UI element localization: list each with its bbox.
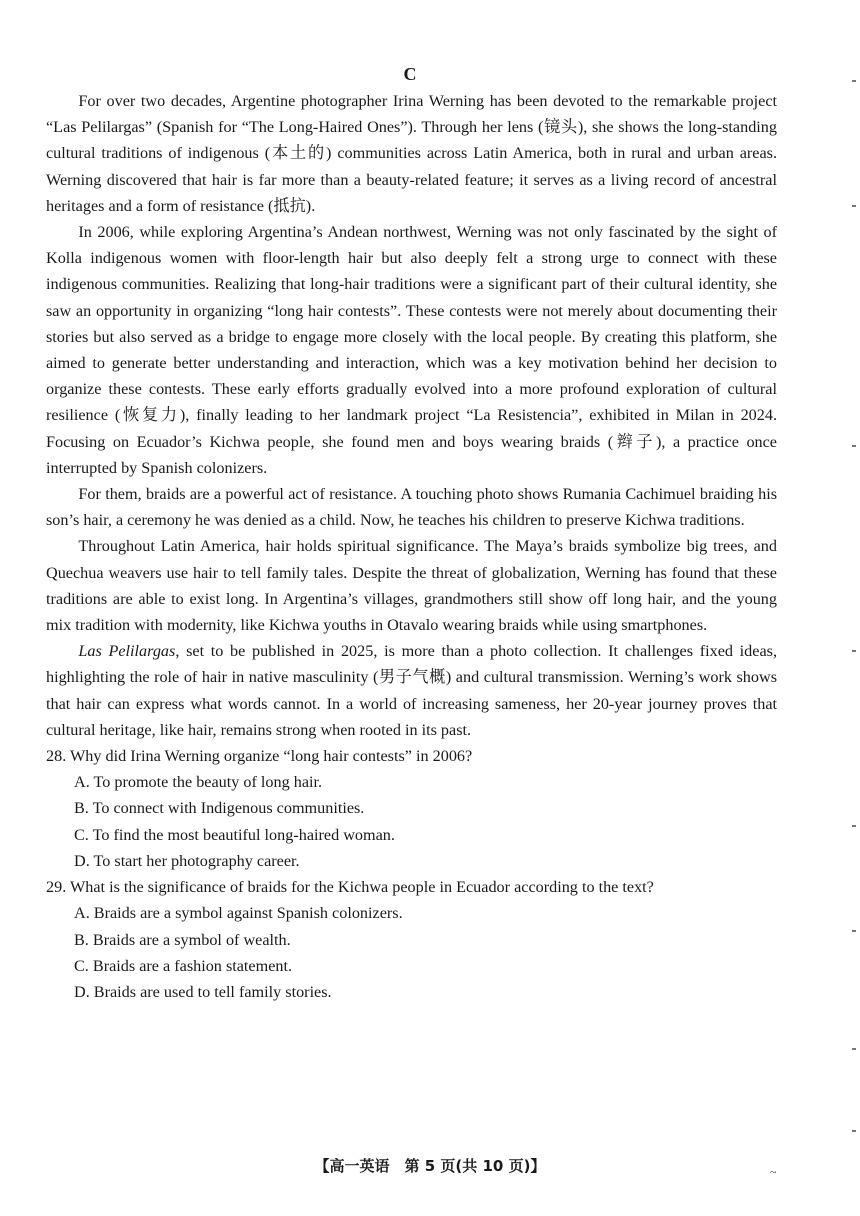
margin-mark: [852, 205, 856, 207]
passage-paragraph-2: In 2006, while exploring Argentina’s Andean northwest, Werning was not only fascinated by the sight of Kolla indigenous women with floor-length hair but also deeply felt a strong urge to connect with these indigenous communities. Realizing that long-hair traditions were a significant part of their cultural identity, she saw an opportunity in organizing “long hair contests”. These contests were not merely about documenting their stories but also served as a bridge to engage more closely with the local people. By creating this platform, she aimed to generate better understanding and interaction, which was a key motivation behind her decision to organize these contests. These early efforts gradually evolved into a more profound exploration of cultural resilience (恢复力), finally leading to her landmark project “La Resistencia”, exhibited in Milan in 2024. Focusing on Ecuador’s Kichwa people, she found men and boys wearing braids (辫子), a practice once interrupted by Spanish colonizers.: [46, 223, 777, 477]
section-heading: C: [403, 64, 417, 84]
option-b: B. To connect with Indigenous communities.: [74, 799, 365, 818]
question-stem: 28. Why did Irina Werning organize “long hair contests” in 2006?: [46, 747, 473, 766]
option-a: A. Braids are a symbol against Spanish colonizers.: [74, 904, 403, 923]
question-29: [46, 874, 777, 1005]
reading-passage: [46, 88, 777, 1005]
margin-mark: [852, 930, 856, 932]
passage-paragraph-5: [46, 638, 777, 743]
margin-mark: [852, 80, 856, 82]
page-footer: 【高一英语 第 5 页(共 10 页)】: [314, 1157, 546, 1175]
option-a: A. To promote the beauty of long hair.: [74, 773, 323, 792]
question-28: [46, 743, 777, 874]
margin-mark: [852, 825, 856, 827]
margin-mark: [852, 650, 856, 652]
option-d: D. Braids are used to tell family stories.: [74, 982, 332, 1001]
option-b: B. Braids are a symbol of wealth.: [74, 930, 291, 949]
passage-paragraph-3: For them, braids are a powerful act of resistance. A touching photo shows Rumania Cachimuel braiding his son’s hair, a ceremony he was denied as a child. Now, he teaches his children to preserve Kichwa traditions.: [46, 485, 777, 530]
margin-mark: [852, 445, 856, 447]
margin-mark: [852, 1130, 856, 1132]
option-d: D. To start her photography career.: [74, 851, 300, 870]
option-c: C. Braids are a fashion statement.: [74, 956, 293, 975]
option-c: C. To find the most beautiful long-haired woman.: [74, 825, 395, 844]
footer-mark: ~: [770, 1165, 777, 1179]
question-stem: 29. What is the significance of braids for the Kichwa people in Ecuador according to the text?: [46, 878, 654, 897]
passage-paragraph-5-text: , set to be published in 2025, is more than a photo collection. It challenges fixed ideas, highlighting the role of hair in native masculinity (男子气概) and cultural transmission. Werning’s work shows that hair can express what words cannot. In a world of increasing sameness, her 20-year journey proves that cultural heritage, like hair, remains strong when rooted in its past.: [46, 642, 777, 739]
book-title: Las Pelilargas: [78, 642, 176, 661]
margin-mark: [852, 1048, 856, 1050]
passage-paragraph-4: Throughout Latin America, hair holds spiritual significance. The Maya’s braids symbolize big trees, and Quechua weavers use hair to tell family tales. Despite the threat of globalization, Werning has found that these traditions are able to exist long. In Argentina’s villages, grandmothers still show off long hair, and the young mix tradition with modernity, like Kichwa youths in Otavalo wearing braids while using smartphones.: [46, 537, 777, 635]
passage-paragraph-1: For over two decades, Argentine photographer Irina Werning has been devoted to the remarkable project “Las Pelilargas” (Spanish for “The Long-Haired Ones”). Through her lens (镜头), she shows the long-standing cultural traditions of indigenous (本土的) communities across Latin America, both in rural and urban areas. Werning discovered that hair is far more than a beauty-related feature; it serves as a living record of ancestral heritages and a form of resistance (抵抗).: [46, 92, 777, 215]
